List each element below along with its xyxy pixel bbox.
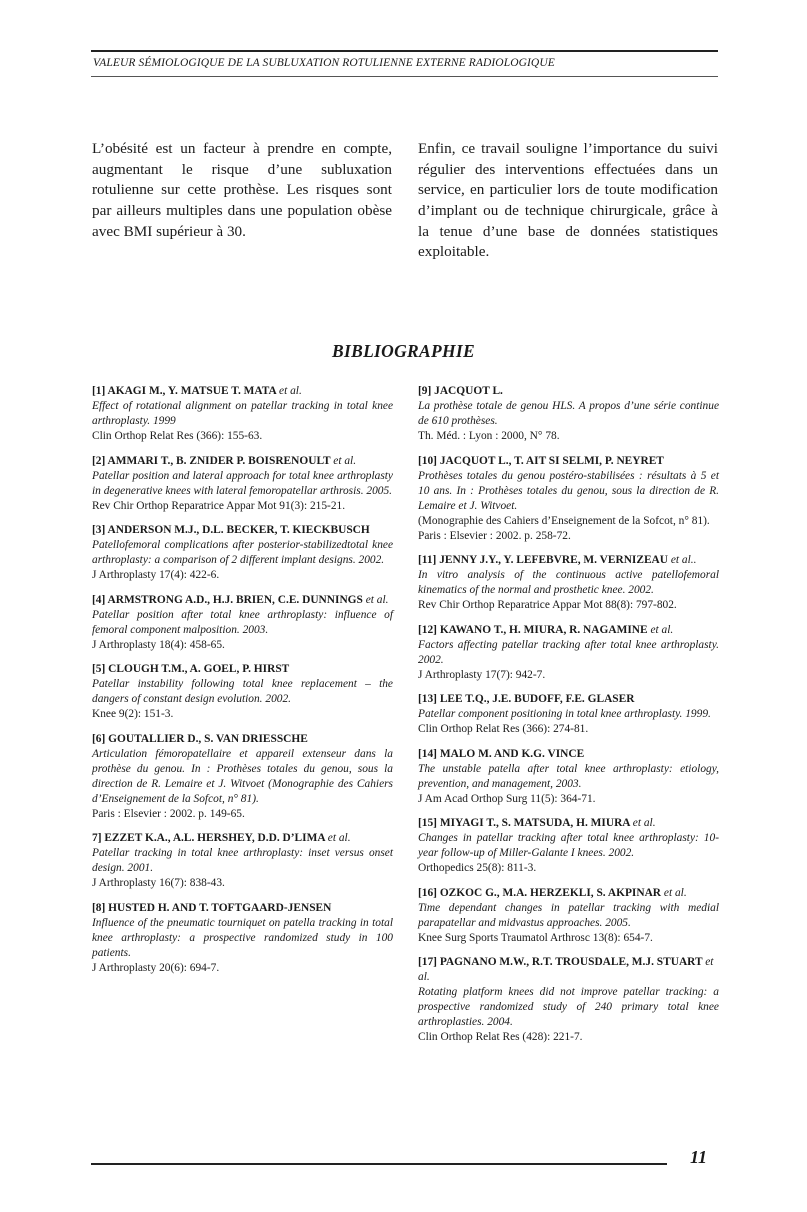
reference-authors-text: [6] GOUTALLIER D., S. VAN DRIESSCHE	[92, 732, 308, 745]
reference-authors	[418, 886, 719, 901]
reference-authors-text: [15] MIYAGI T., S. MATSUDA, H. MIURA	[418, 817, 630, 829]
reference-source: Paris : Elsevier : 2002. p. 149-65.	[92, 807, 245, 820]
reference-title: Patellar instability following total knee replacement – the dangers of constant design evolution. 2002.	[92, 678, 393, 705]
reference-etal: et al.	[279, 385, 302, 397]
reference-entry	[92, 732, 393, 822]
reference-title: Patellar position and lateral approach for total knee arthroplasty in degenerative knees with lateral femoropatellar arthrosis. 2005.	[92, 469, 393, 497]
references-column-left	[92, 384, 393, 985]
reference-title: Patellar position after total knee arthroplasty: influence of femoral component malposition. 2003.	[92, 608, 393, 636]
reference-authors-text: [3] ANDERSON M.J., D.L. BECKER, T. KIECKBUSCH	[92, 524, 370, 536]
reference-authors	[418, 955, 719, 985]
reference-entry	[92, 662, 393, 722]
reference-authors-text: [1] AKAGI M., Y. MATSUE T. MATA	[92, 385, 277, 397]
reference-authors	[418, 623, 719, 638]
reference-authors-text: [11] JENNY J.Y., Y. LEFEBVRE, M. VERNIZEAU	[418, 554, 668, 566]
reference-authors-text: [13] LEE T.Q., J.E. BUDOFF, F.E. GLASER	[418, 693, 635, 705]
reference-source: Clin Orthop Relat Res (366): 155-63.	[92, 430, 263, 442]
reference-source: Clin Orthop Relat Res (428): 221-7.	[418, 1031, 583, 1043]
reference-title: The unstable patella after total knee arthroplasty: etiology, prevention, and management, 2003.	[418, 762, 719, 790]
reference-source: J Arthroplasty 17(4): 422-6.	[92, 569, 220, 581]
reference-source: J Arthroplasty 18(4): 458-65.	[92, 638, 225, 651]
reference-source: J Arthroplasty 16(7): 838-43.	[92, 877, 225, 889]
bibliography-heading: BIBLIOGRAPHIE	[332, 341, 475, 361]
reference-entry	[418, 816, 719, 876]
reference-entry	[418, 384, 719, 444]
reference-authors-text: 7] EZZET K.A., A.L. HERSHEY, D.D. D’LIMA	[92, 832, 325, 844]
running-header: VALEUR SÉMIOLOGIQUE DE LA SUBLUXATION ROTULIENNE EXTERNE RADIOLOGIQUE	[93, 57, 555, 69]
reference-authors-text: [12] KAWANO T., H. MIURA, R. NAGAMINE	[418, 623, 648, 636]
reference-etal: et al.	[418, 956, 714, 983]
reference-authors	[418, 692, 719, 707]
reference-title: Changes in patellar tracking after total knee arthroplasty: 10-year follow-up of Miller-Galante I knees. 2002.	[418, 832, 719, 859]
reference-title: Time dependant changes in patellar tracking with medial parapatellar and midvastus approaches. 2005.	[418, 901, 719, 929]
reference-source: Knee Surg Sports Traumatol Arthrosc 13(8): 654-7.	[418, 931, 653, 944]
reference-entry	[92, 901, 393, 976]
reference-etal: et al.	[365, 593, 389, 606]
reference-source: Rev Chir Orthop Reparatrice Appar Mot 88(8): 797-802.	[418, 599, 677, 611]
reference-source: Rev Chir Orthop Reparatrice Appar Mot 91(3): 215-21.	[92, 499, 346, 512]
reference-authors-text: [2] AMMARI T., B. ZNIDER P. BOISRENOULT	[92, 454, 331, 467]
reference-authors	[418, 454, 719, 469]
reference-entry	[92, 831, 393, 891]
reference-authors	[92, 384, 393, 399]
reference-authors-text: [5] CLOUGH T.M., A. GOEL, P. HIRST	[92, 663, 290, 675]
reference-source: Knee 9(2): 151-3.	[92, 708, 174, 720]
reference-entry	[418, 955, 719, 1045]
reference-title: Effect of rotational alignment on patellar tracking in total knee arthroplasty. 1999	[92, 400, 393, 427]
footer-rule	[91, 1163, 667, 1165]
reference-title: La prothèse totale de genou HLS. A propos d’une série continue de 610 prothèses.	[418, 400, 719, 427]
reference-authors	[418, 747, 719, 762]
reference-entry	[418, 692, 719, 737]
reference-authors	[92, 662, 393, 677]
reference-title: Factors affecting patellar tracking after total knee arthroplasty. 2002.	[418, 638, 719, 666]
reference-etal: et al.	[327, 832, 351, 844]
reference-source: J Arthroplasty 20(6): 694-7.	[92, 961, 220, 974]
reference-etal: et al..	[670, 554, 697, 566]
reference-entry	[92, 384, 393, 444]
header-rule-bottom	[91, 76, 718, 77]
header-rule-top	[91, 50, 718, 52]
reference-entry	[92, 593, 393, 653]
reference-authors-text: [4] ARMSTRONG A.D., H.J. BRIEN, C.E. DUNNINGS	[92, 593, 363, 606]
reference-authors	[92, 732, 393, 747]
reference-title: Patellofemoral complications after posterior-stabilizedtotal knee arthroplasty: a comparison of 2 different implant designs. 2002.	[92, 539, 393, 566]
reference-title: In vitro analysis of the continuous active patellofemoral kinematics of the normal and prosthetic knee. 2002.	[418, 569, 719, 596]
reference-entry	[418, 747, 719, 807]
reference-etal: et al.	[333, 454, 357, 467]
reference-source: Orthopedics 25(8): 811-3.	[418, 862, 537, 874]
reference-entry	[418, 623, 719, 683]
reference-etal: et al.	[663, 886, 687, 899]
reference-etal: et al.	[632, 817, 656, 829]
reference-title: Rotating platform knees did not improve patellar tracking: a prospective randomized study of 240 primary total knee arthroplasties. 2004.	[418, 986, 719, 1028]
references-column-right	[418, 384, 719, 1055]
page-number: 11	[690, 1147, 708, 1167]
intro-paragraph-right: Enfin, ce travail souligne l’importance du suivi régulier des interventions effectuées dans un service, en particulier lors de toute modification d’implant ou de technique chirurgicale, grâce à la tenue d’une base de données statistiques exploitable.	[418, 140, 718, 261]
reference-etal: et al.	[650, 623, 674, 636]
reference-entry	[92, 454, 393, 514]
reference-authors	[418, 384, 719, 399]
reference-entry	[418, 454, 719, 544]
reference-authors	[92, 523, 393, 538]
reference-authors-text: [14] MALO M. AND K.G. VINCE	[418, 747, 585, 760]
reference-source: J Am Acad Orthop Surg 11(5): 364-71.	[418, 792, 596, 805]
reference-authors	[418, 553, 719, 568]
reference-authors-text: [16] OZKOC G., M.A. HERZEKLI, S. AKPINAR	[418, 886, 662, 899]
reference-authors	[92, 593, 393, 608]
reference-title: Patellar component positioning in total knee arthroplasty. 1999.	[418, 708, 711, 720]
reference-authors-text: [17] PAGNANO M.W., R.T. TROUSDALE, M.J. STUART	[418, 956, 703, 968]
reference-entry	[418, 886, 719, 946]
reference-authors-text: [9] JACQUOT L.	[418, 385, 503, 397]
reference-authors	[418, 816, 719, 831]
reference-authors	[92, 454, 393, 469]
reference-authors	[92, 831, 393, 846]
reference-authors	[92, 901, 393, 916]
reference-title: Influence of the pneumatic tourniquet on patella tracking in total knee arthroplasty: a prospective randomized study in 100 patients.	[92, 916, 393, 959]
reference-source: J Arthroplasty 17(7): 942-7.	[418, 668, 546, 681]
reference-title: Prothèses totales du genou postéro-stabilisées : résultats à 5 et 10 ans. In : Prothèses totales du genou, sous la direction de R. Lemaire et J. Witvoet.	[418, 469, 719, 512]
reference-entry	[418, 553, 719, 613]
reference-source: (Monographie des Cahiers d’Enseignement de la Sofcot, n° 81). Paris : Elsevier : 2002. p. 258-72.	[418, 514, 710, 542]
intro-paragraph-left: L’obésité est un facteur à prendre en compte, augmentant le risque d’une subluxation rotulienne sur cette prothèse. Les risques sont par ailleurs multiples dans une population obèse avec BMI supérieur à 30.	[92, 140, 392, 240]
reference-title: Articulation fémoropatellaire et appareil extenseur dans la prothèse du genou. In : Prothèses totales du genou, sous la direction de R. Lemaire et J. Witvoet (Monographie des Cahiers d’Enseignement de la Sofcot, n° 81).	[92, 747, 393, 805]
reference-title: Patellar tracking in total knee arthroplasty: inset versus onset design. 2001.	[92, 847, 393, 874]
reference-entry	[92, 523, 393, 583]
reference-authors-text: [10] JACQUOT L., T. AIT SI SELMI, P. NEYRET	[418, 454, 664, 467]
reference-source: Clin Orthop Relat Res (366): 274-81.	[418, 723, 589, 735]
reference-source: Th. Méd. : Lyon : 2000, N° 78.	[418, 430, 560, 442]
reference-authors-text: [8] HUSTED H. AND T. TOFTGAARD-JENSEN	[92, 901, 332, 914]
